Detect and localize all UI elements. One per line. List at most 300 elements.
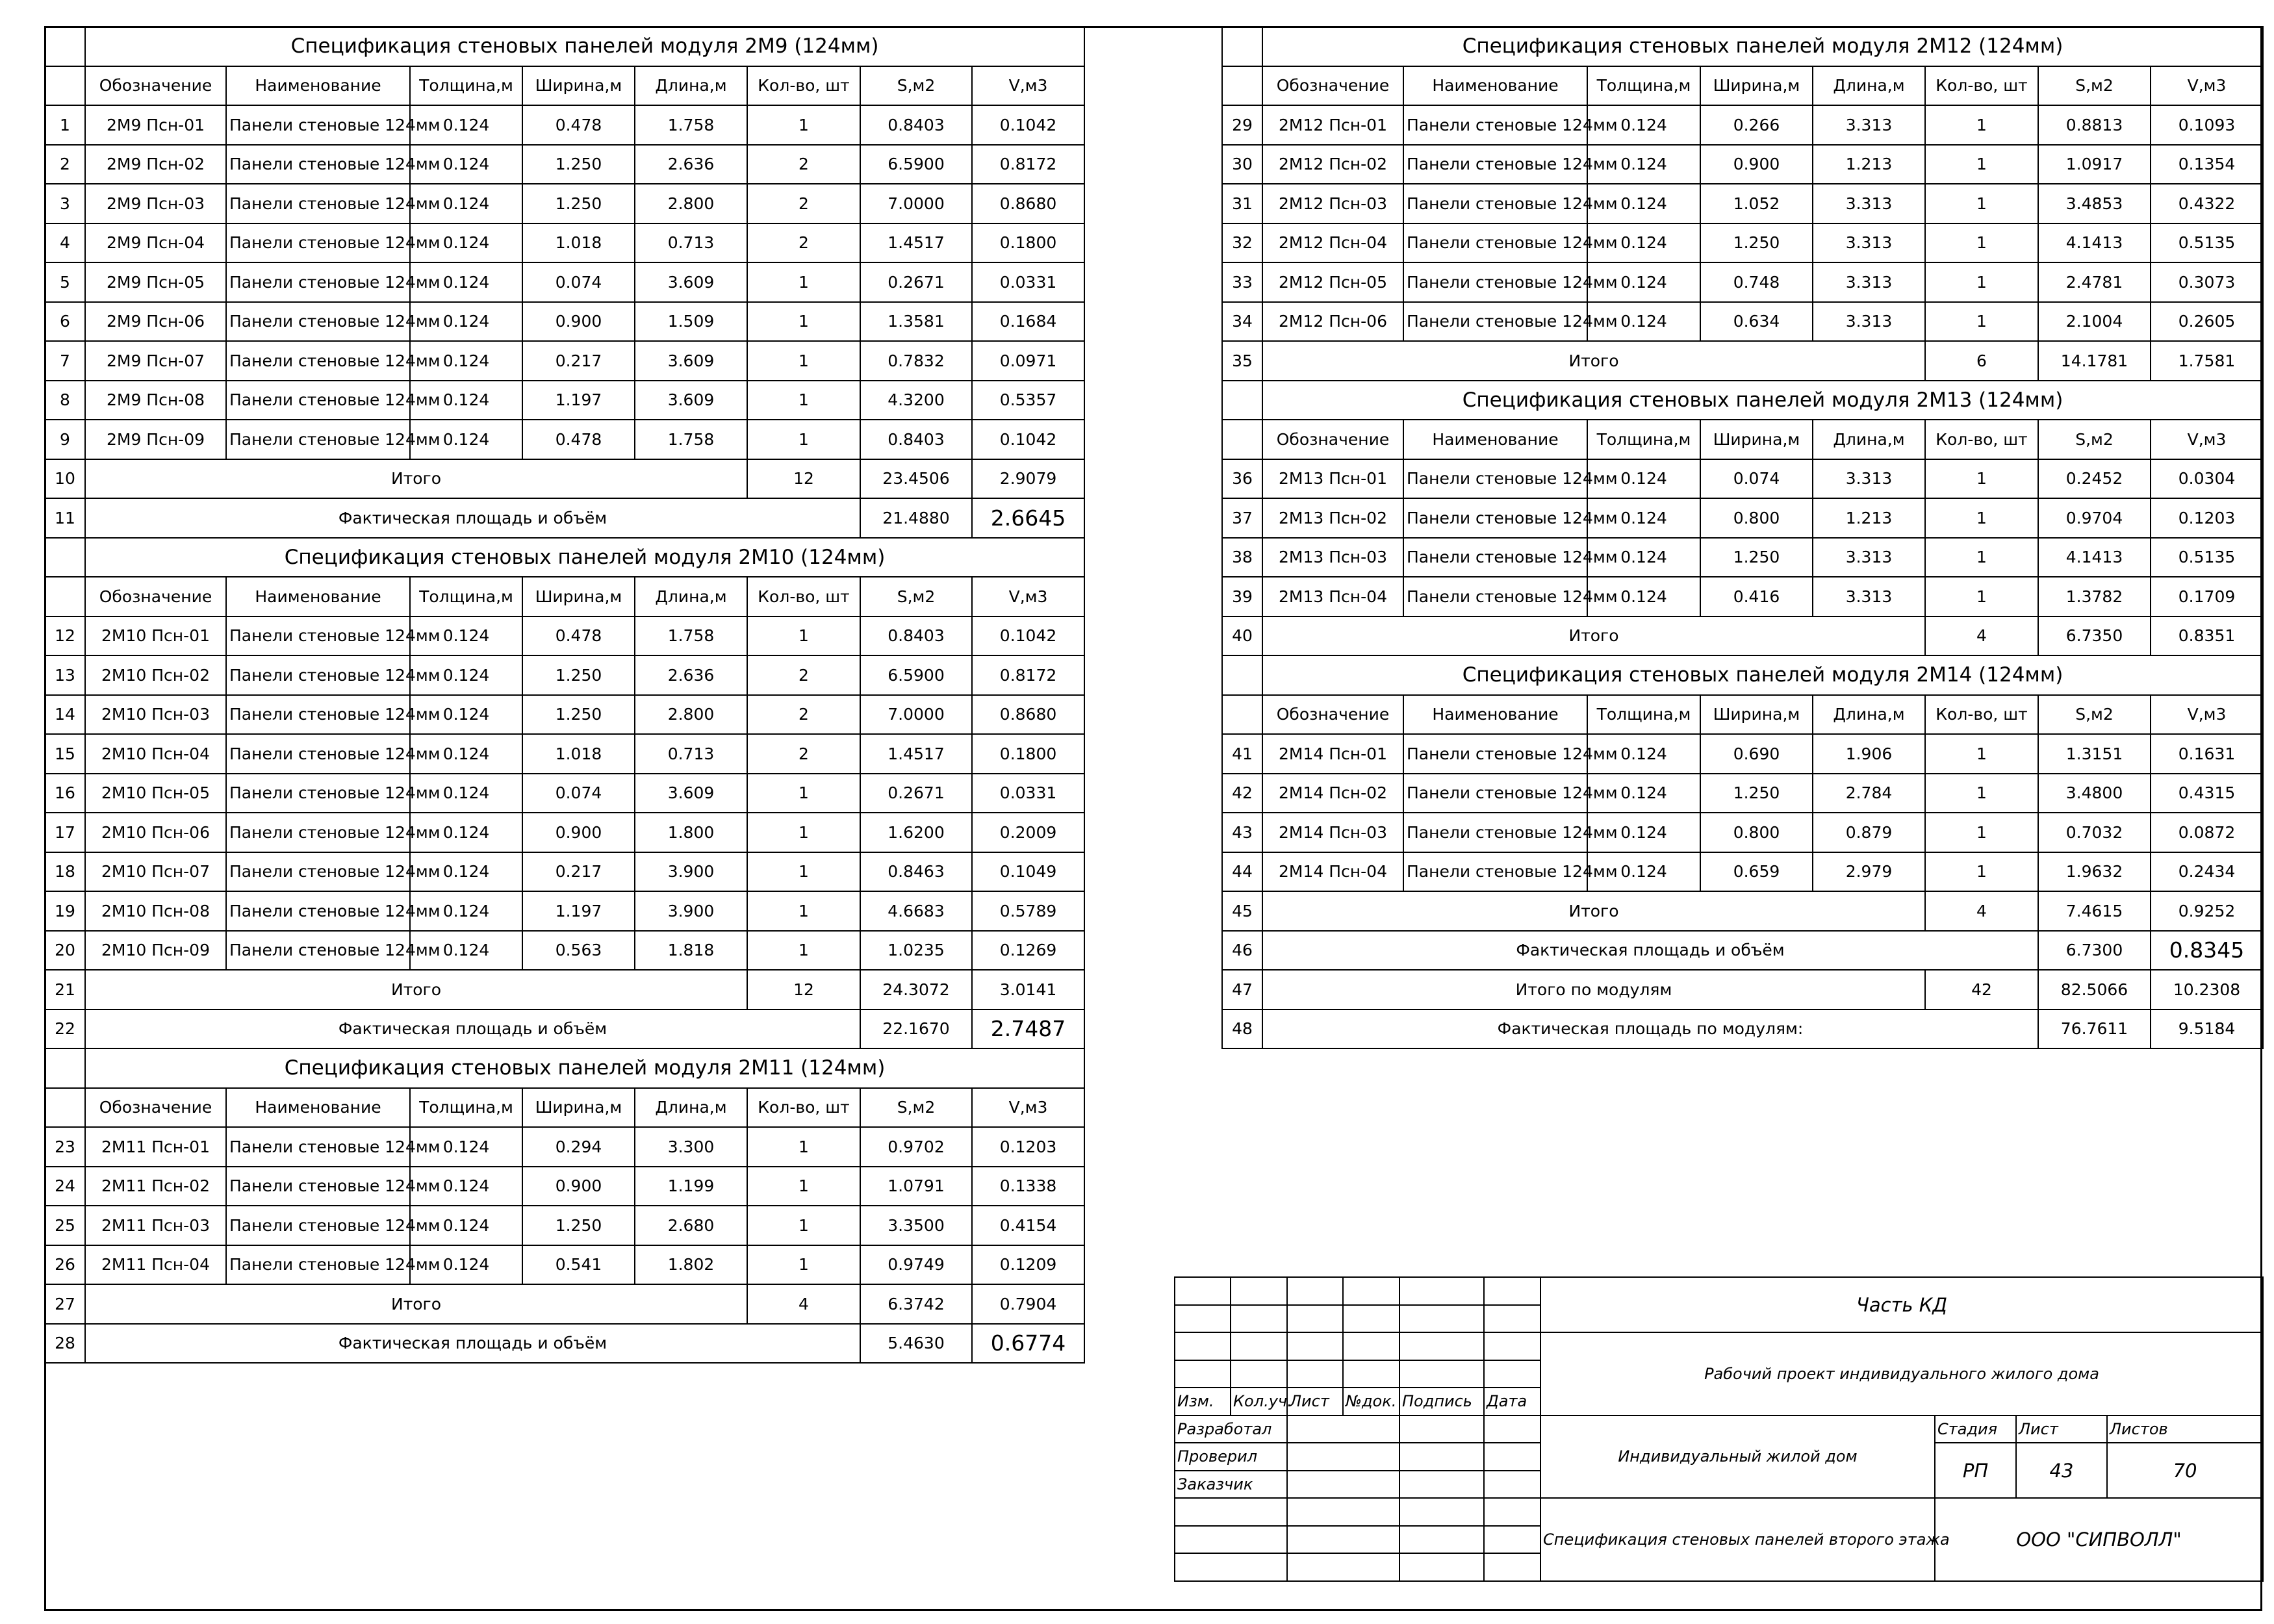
stamp-cell	[1484, 1498, 1540, 1526]
table-cell: 2М12 Псн-04	[1262, 223, 1403, 263]
table-cell: 0.5357	[972, 381, 1084, 420]
table-cell: 1	[747, 774, 860, 813]
table-cell: 0.074	[522, 262, 635, 302]
table-cell: 0.1042	[972, 616, 1084, 656]
table-cell: 0.1684	[972, 302, 1084, 342]
table-cell: 0.634	[1700, 302, 1813, 342]
total-volume: 1.7581	[2151, 341, 2263, 381]
table-cell: 1.213	[1813, 498, 1925, 538]
table-cell: Панели стеновые 124мм	[1403, 538, 1587, 577]
total-area: 24.3072	[860, 970, 972, 1009]
total-qty: 12	[747, 459, 860, 499]
fact-row	[1222, 931, 2263, 971]
table-cell: 4	[45, 223, 85, 263]
table-cell: 15	[45, 734, 85, 774]
row-number: 40	[1222, 616, 1262, 656]
total-qty: 4	[1925, 616, 2038, 656]
table-cell: 0.0331	[972, 262, 1084, 302]
table-cell: 3.609	[635, 381, 747, 420]
table-cell: 0.713	[635, 734, 747, 774]
table-cell: 1	[1925, 145, 2038, 184]
table-cell: 18	[45, 852, 85, 892]
table-cell: 1.9632	[2038, 852, 2151, 892]
table-cell: 0.8463	[860, 852, 972, 892]
total-label: Итого	[1262, 341, 1925, 381]
table-cell: 1.018	[522, 734, 635, 774]
table-cell: 1	[747, 302, 860, 342]
table-cell: 0.5135	[2151, 538, 2263, 577]
table-cell: 2.784	[1813, 774, 1925, 813]
modules-total-volume: 10.2308	[2151, 970, 2263, 1009]
table-cell: 3.4800	[2038, 774, 2151, 813]
column-header: Обозначение	[85, 577, 226, 616]
table-cell: 2М12 Псн-05	[1262, 262, 1403, 302]
table-row	[45, 734, 1084, 774]
total-volume: 2.9079	[972, 459, 1084, 499]
table-row	[1222, 498, 2263, 538]
stamp-col-list: Лист	[1287, 1388, 1343, 1415]
table-cell: 0.124	[410, 891, 522, 931]
table-cell: Панели стеновые 124мм	[1403, 223, 1587, 263]
column-header: Кол-во, шт	[747, 66, 860, 106]
table-cell: 0.124	[1587, 774, 1700, 813]
table-cell: 0.124	[410, 774, 522, 813]
stamp-cell	[1484, 1471, 1540, 1499]
total-qty: 4	[1925, 891, 2038, 931]
table-cell: 0.748	[1700, 262, 1813, 302]
table-cell: 0.124	[410, 852, 522, 892]
stamp-cell	[1484, 1553, 1540, 1581]
table-cell: 2М12 Псн-03	[1262, 184, 1403, 223]
table-cell: 0.8403	[860, 420, 972, 459]
table-cell: 3.313	[1813, 538, 1925, 577]
fact-label: Фактическая площадь и объём	[85, 498, 860, 538]
table-cell: 0.4154	[972, 1206, 1084, 1245]
table-cell: Панели стеновые 124мм	[1403, 184, 1587, 223]
table-cell: 0.2605	[2151, 302, 2263, 342]
column-header: Толщина,м	[1587, 66, 1700, 106]
table-row	[45, 184, 1084, 223]
stamp-cell	[1287, 1471, 1399, 1499]
table-cell: 2М11 Псн-03	[85, 1206, 226, 1245]
table-cell: 2М10 Псн-05	[85, 774, 226, 813]
fact-volume: 2.7487	[972, 1009, 1084, 1049]
table-cell: 1.250	[1700, 774, 1813, 813]
table-cell: 0.541	[522, 1245, 635, 1285]
table-cell: 1	[1925, 498, 2038, 538]
stamp-col-izm: Изм.	[1175, 1388, 1231, 1415]
table-cell: Панели стеновые 124мм	[226, 223, 410, 263]
table-cell: Панели стеновые 124мм	[1403, 498, 1587, 538]
table-cell: 0.2452	[2038, 459, 2151, 499]
table-cell: 0.1800	[972, 734, 1084, 774]
table-row	[45, 852, 1084, 892]
table-cell: 1	[45, 105, 85, 145]
table-cell: 31	[1222, 184, 1262, 223]
table-cell: 0.1269	[972, 931, 1084, 971]
table-cell: Панели стеновые 124мм	[226, 381, 410, 420]
stamp-cell	[1287, 1526, 1399, 1554]
table-cell: Панели стеновые 124мм	[1403, 105, 1587, 145]
stamp-sheets: 70	[2107, 1443, 2263, 1498]
stamp-cell	[1287, 1332, 1343, 1360]
table-cell: 6.5900	[860, 655, 972, 695]
table-cell: 6.5900	[860, 145, 972, 184]
table-row	[45, 813, 1084, 852]
column-header: V,м3	[2151, 420, 2263, 459]
table-cell: 0.8680	[972, 184, 1084, 223]
table-cell: 3.900	[635, 852, 747, 892]
table-cell: 0.3073	[2151, 262, 2263, 302]
stamp-role-checker: Проверил	[1175, 1443, 1287, 1471]
table-cell: 0.124	[1587, 498, 1700, 538]
table-cell: 0.124	[1587, 734, 1700, 774]
row-number: 48	[1222, 1009, 1262, 1049]
table-cell: 3.609	[635, 774, 747, 813]
total-label: Итого	[85, 459, 747, 499]
table-cell: Панели стеновые 124мм	[226, 891, 410, 931]
table-cell: 16	[45, 774, 85, 813]
table-cell: 2М9 Псн-09	[85, 420, 226, 459]
spec-table-right	[1221, 26, 2264, 1049]
stamp-col-ndoc: №док.	[1343, 1388, 1399, 1415]
blank-cell	[1222, 66, 1262, 106]
stamp-col-date: Дата	[1484, 1388, 1540, 1415]
table-cell: 0.1042	[972, 420, 1084, 459]
table-cell: 0.800	[1700, 498, 1813, 538]
table-cell: 1.018	[522, 223, 635, 263]
blank-cell	[1222, 27, 1262, 66]
table-cell: 0.1800	[972, 223, 1084, 263]
total-qty: 6	[1925, 341, 2038, 381]
column-header: Наименование	[1403, 695, 1587, 735]
header-row	[45, 577, 1084, 616]
table-cell: Панели стеновые 124мм	[226, 931, 410, 971]
table-cell: 3.609	[635, 341, 747, 381]
fact-volume: 0.6774	[972, 1324, 1084, 1364]
column-header: V,м3	[972, 577, 1084, 616]
stamp-role-customer: Заказчик	[1175, 1471, 1287, 1499]
table-cell: Панели стеновые 124мм	[226, 105, 410, 145]
table-cell: Панели стеновые 124мм	[226, 655, 410, 695]
table-cell: 2М11 Псн-04	[85, 1245, 226, 1285]
table-cell: 42	[1222, 774, 1262, 813]
table-cell: 2М14 Псн-01	[1262, 734, 1403, 774]
table-cell: 0.124	[410, 262, 522, 302]
table-cell: 3.313	[1813, 105, 1925, 145]
blank-cell	[1222, 695, 1262, 735]
stamp-cell	[1399, 1526, 1484, 1554]
table-cell: 41	[1222, 734, 1262, 774]
table-cell: 1.213	[1813, 145, 1925, 184]
table-cell: 1.0791	[860, 1167, 972, 1206]
table-cell: 0.124	[410, 931, 522, 971]
table-cell: 1.197	[522, 891, 635, 931]
table-cell: 2М10 Псн-01	[85, 616, 226, 656]
row-number: 35	[1222, 341, 1262, 381]
table-cell: Панели стеновые 124мм	[226, 695, 410, 735]
total-row	[45, 970, 1084, 1009]
table-cell: 0.124	[410, 1245, 522, 1285]
total-row	[1222, 341, 2263, 381]
table-cell: 4.3200	[860, 381, 972, 420]
stamp-cell	[1343, 1332, 1399, 1360]
table-cell: 17	[45, 813, 85, 852]
table-cell: 0.9749	[860, 1245, 972, 1285]
stamp-cell	[1484, 1526, 1540, 1554]
table-cell: 0.879	[1813, 813, 1925, 852]
table-cell: 0.1631	[2151, 734, 2263, 774]
table-cell: 3.313	[1813, 459, 1925, 499]
spec-title: Спецификация стеновых панелей модуля 2М9 (124мм)	[85, 27, 1084, 66]
total-area: 6.3742	[860, 1284, 972, 1324]
stamp-cell	[1343, 1277, 1399, 1305]
total-area: 6.7350	[2038, 616, 2151, 656]
table-cell: 1	[1925, 538, 2038, 577]
column-header: Ширина,м	[522, 66, 635, 106]
modules-total-label: Итого по модулям	[1262, 970, 1925, 1009]
table-cell: 0.478	[522, 616, 635, 656]
table-cell: 0.124	[410, 813, 522, 852]
header-row	[1222, 420, 2263, 459]
table-cell: 2М12 Псн-01	[1262, 105, 1403, 145]
table-cell: 2М9 Псн-05	[85, 262, 226, 302]
table-cell: 43	[1222, 813, 1262, 852]
fact-area: 21.4880	[860, 498, 972, 538]
table-cell: 2М12 Псн-02	[1262, 145, 1403, 184]
modules-fact-area: 76.7611	[2038, 1009, 2151, 1049]
table-cell: 2.800	[635, 184, 747, 223]
table-cell: 4.1413	[2038, 538, 2151, 577]
table-cell: Панели стеновые 124мм	[1403, 577, 1587, 616]
stamp-cell	[1175, 1526, 1287, 1554]
table-cell: 37	[1222, 498, 1262, 538]
table-cell: 2	[747, 184, 860, 223]
table-cell: 0.124	[410, 734, 522, 774]
table-cell: 3.4853	[2038, 184, 2151, 223]
column-header: Толщина,м	[1587, 420, 1700, 459]
stamp-cell	[1399, 1553, 1484, 1581]
table-cell: 1	[1925, 734, 2038, 774]
column-header: Толщина,м	[410, 577, 522, 616]
table-row	[45, 223, 1084, 263]
table-cell: 0.124	[1587, 577, 1700, 616]
table-cell: 2.1004	[2038, 302, 2151, 342]
table-row	[45, 341, 1084, 381]
total-row	[45, 459, 1084, 499]
column-header: V,м3	[2151, 695, 2263, 735]
row-number: 10	[45, 459, 85, 499]
stamp-cell	[1231, 1277, 1287, 1305]
total-label: Итого	[85, 970, 747, 1009]
table-cell: 3.313	[1813, 302, 1925, 342]
table-cell: 6	[45, 302, 85, 342]
column-header: Длина,м	[635, 1088, 747, 1128]
table-cell: 19	[45, 891, 85, 931]
table-cell: 1.758	[635, 420, 747, 459]
table-row	[1222, 262, 2263, 302]
stamp-cell	[1175, 1277, 1231, 1305]
column-header: Длина,м	[635, 66, 747, 106]
table-row	[45, 302, 1084, 342]
stamp-col-kolich: Кол.уч.	[1231, 1388, 1287, 1415]
table-cell: 0.8403	[860, 105, 972, 145]
table-cell: 7.0000	[860, 184, 972, 223]
table-cell: Панели стеновые 124мм	[1403, 262, 1587, 302]
table-cell: Панели стеновые 124мм	[226, 262, 410, 302]
table-row	[1222, 774, 2263, 813]
table-cell: 1	[1925, 223, 2038, 263]
column-header: Длина,м	[1813, 695, 1925, 735]
table-cell: 1.906	[1813, 734, 1925, 774]
table-cell: Панели стеновые 124мм	[226, 341, 410, 381]
table-cell: 1.0235	[860, 931, 972, 971]
table-row	[45, 1245, 1084, 1285]
table-cell: 0.124	[410, 616, 522, 656]
table-cell: 38	[1222, 538, 1262, 577]
table-cell: 0.8172	[972, 145, 1084, 184]
table-cell: 1	[747, 616, 860, 656]
table-cell: 2.800	[635, 695, 747, 735]
stamp-cell	[1175, 1553, 1287, 1581]
table-cell: 1	[1925, 774, 2038, 813]
spec-title: Спецификация стеновых панелей модуля 2М13 (124мм)	[1262, 381, 2263, 420]
table-cell: 33	[1222, 262, 1262, 302]
total-row	[45, 1284, 1084, 1324]
stamp-cell	[1287, 1498, 1399, 1526]
table-cell: 0.124	[410, 420, 522, 459]
table-row	[45, 420, 1084, 459]
table-cell: 3.313	[1813, 184, 1925, 223]
table-cell: 0.217	[522, 341, 635, 381]
blank-cell	[45, 27, 85, 66]
stamp-project: Рабочий проект индивидуального жилого дома	[1540, 1332, 2263, 1415]
fact-volume: 0.8345	[2151, 931, 2263, 971]
table-cell: 3.3500	[860, 1206, 972, 1245]
table-cell: 1.250	[522, 1206, 635, 1245]
stamp-cell	[1399, 1305, 1484, 1333]
table-cell: 0.124	[1587, 813, 1700, 852]
row-number: 28	[45, 1324, 85, 1364]
table-cell: 1	[1925, 262, 2038, 302]
stamp-cell	[1484, 1332, 1540, 1360]
table-cell: 0.217	[522, 852, 635, 892]
table-cell: 2	[747, 145, 860, 184]
table-cell: Панели стеновые 124мм	[1403, 813, 1587, 852]
table-cell: 2М10 Псн-09	[85, 931, 226, 971]
stamp-cell	[1399, 1332, 1484, 1360]
row-number: 45	[1222, 891, 1262, 931]
table-cell: Панели стеновые 124мм	[226, 1127, 410, 1167]
column-header: S,м2	[2038, 66, 2151, 106]
stamp-cell	[1231, 1360, 1287, 1388]
table-cell: 2	[747, 655, 860, 695]
table-cell: 0.900	[1700, 145, 1813, 184]
table-cell: 2.680	[635, 1206, 747, 1245]
total-volume: 3.0141	[972, 970, 1084, 1009]
table-cell: 1.3581	[860, 302, 972, 342]
stamp-cell	[1175, 1305, 1231, 1333]
stamp-cell	[1175, 1332, 1231, 1360]
table-cell: 1	[1925, 852, 2038, 892]
table-cell: Панели стеновые 124мм	[226, 1167, 410, 1206]
table-cell: 1	[1925, 459, 2038, 499]
table-cell: 36	[1222, 459, 1262, 499]
table-row	[1222, 852, 2263, 892]
table-cell: Панели стеновые 124мм	[226, 420, 410, 459]
table-cell: 0.124	[410, 1127, 522, 1167]
table-cell: 0.124	[410, 223, 522, 263]
table-cell: 3.313	[1813, 223, 1925, 263]
table-cell: 2М14 Псн-02	[1262, 774, 1403, 813]
stamp-cell	[1343, 1360, 1399, 1388]
table-cell: 0.2009	[972, 813, 1084, 852]
total-label: Итого	[85, 1284, 747, 1324]
title-block	[1174, 1276, 2262, 1611]
table-cell: 13	[45, 655, 85, 695]
spec-title: Спецификация стеновых панелей модуля 2М10 (124мм)	[85, 538, 1084, 577]
stamp-cell	[1399, 1498, 1484, 1526]
table-cell: 7.0000	[860, 695, 972, 735]
table-cell: 1.6200	[860, 813, 972, 852]
table-cell: 2М9 Псн-02	[85, 145, 226, 184]
table-row	[45, 774, 1084, 813]
table-cell: 0.124	[1587, 105, 1700, 145]
table-cell: Панели стеновые 124мм	[1403, 145, 1587, 184]
table-cell: 1	[747, 262, 860, 302]
table-cell: 26	[45, 1245, 85, 1285]
table-cell: 0.124	[410, 381, 522, 420]
spec-title: Спецификация стеновых панелей модуля 2М14 (124мм)	[1262, 655, 2263, 695]
header-row	[1222, 66, 2263, 106]
row-number: 46	[1222, 931, 1262, 971]
fact-row	[45, 498, 1084, 538]
table-cell: 0.563	[522, 931, 635, 971]
column-header: Кол-во, шт	[1925, 66, 2038, 106]
table-cell: 0.124	[410, 145, 522, 184]
column-header: S,м2	[2038, 420, 2151, 459]
table-cell: 1	[747, 1206, 860, 1245]
column-header: Обозначение	[85, 66, 226, 106]
modules-total-area: 82.5066	[2038, 970, 2151, 1009]
table-row	[45, 381, 1084, 420]
table-cell: 1	[747, 1127, 860, 1167]
table-cell: 2М11 Псн-01	[85, 1127, 226, 1167]
table-cell: 1.199	[635, 1167, 747, 1206]
column-header: V,м3	[2151, 66, 2263, 106]
table-cell: 1.250	[522, 184, 635, 223]
stamp-cell	[1399, 1277, 1484, 1305]
table-cell: 0.713	[635, 223, 747, 263]
stamp-building: Индивидуальный жилой дом	[1540, 1415, 1935, 1499]
fact-area: 5.4630	[860, 1324, 972, 1364]
fact-area: 6.7300	[2038, 931, 2151, 971]
table-cell: 4.6683	[860, 891, 972, 931]
table-cell: 8	[45, 381, 85, 420]
stamp-cell	[1287, 1553, 1399, 1581]
table-cell: 2.979	[1813, 852, 1925, 892]
table-cell: 1	[747, 1167, 860, 1206]
table-cell: 1.250	[522, 695, 635, 735]
table-cell: 1	[747, 381, 860, 420]
table-cell: 2М10 Псн-04	[85, 734, 226, 774]
table-cell: 2М14 Псн-03	[1262, 813, 1403, 852]
column-header: Длина,м	[1813, 66, 1925, 106]
table-row	[45, 1206, 1084, 1245]
table-cell: Панели стеновые 124мм	[1403, 459, 1587, 499]
table-cell: 0.900	[522, 1167, 635, 1206]
table-cell: 1.758	[635, 105, 747, 145]
